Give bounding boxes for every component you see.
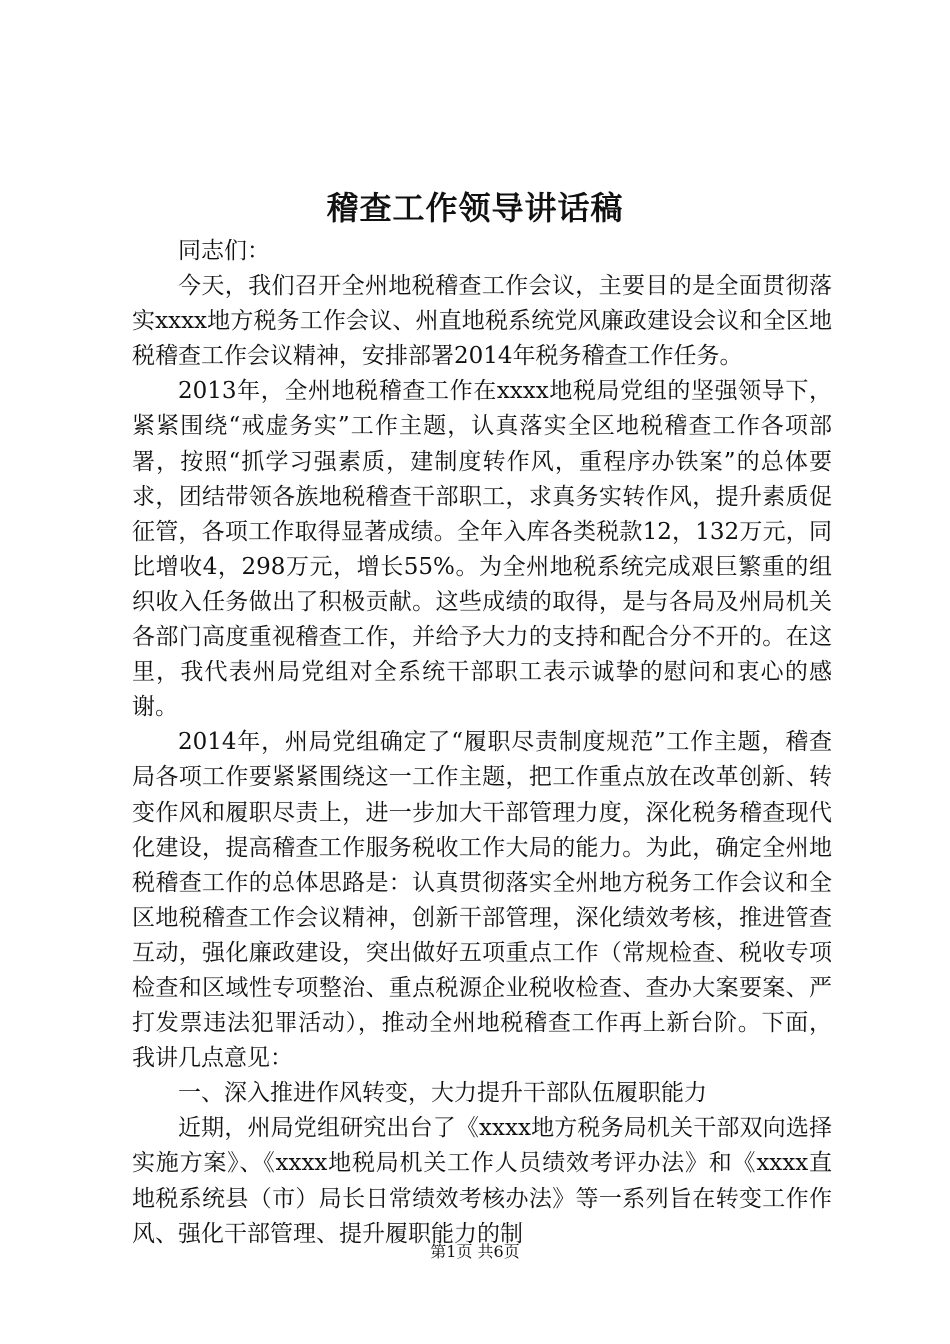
salutation-paragraph: 同志们： [178,238,270,264]
page-number-footer: 第1页 共6页 [430,1242,520,1261]
document-body [132,234,832,1252]
section-heading: 一、深入推进作风转变，大力提升干部队伍履职能力 [178,1080,707,1107]
document-title: 稽查工作领导讲话稿 [326,189,624,227]
body-paragraph: 2013年，全州地税稽查工作在xxxx地税局党组的坚强领导下，紧紧围绕“戒虚务实”工作主题，认真落实全区地税稽查工作各项部署，按照“抓学习强素质，建制度转作风，重程序办铁案”的总体要求，团结带领各族地税稽查干部职工，求真务实转作风，提升素质促征管，各项工作取得显著成绩。全年入库各类税款12，132万元，同比增收4，298万元，增长55%。为全州地税系统完成艰巨繁重的组织收入任务做出了积极贡献。这些成绩的取得，是与各局及州局机关各部门高度重视稽查工作，并给予大力的支持和配合分不开的。在这里，我代表州局党组对全系统干部职工表示诚挚的慰问和衷心的感谢。 [132,378,832,721]
body-paragraph: 今天，我们召开全州地税稽查工作会议，主要目的是全面贯彻落实xxxx地方税务工作会议、州直地税系统党风廉政建设会议和全区地税稽查工作会议精神，安排部署2014年税务稽查工作任务。 [132,273,832,370]
body-paragraph: 2014年，州局党组确定了“履职尽责制度规范”工作主题，稽查局各项工作要紧紧围绕这一工作主题，把工作重点放在改革创新、转变作风和履职尽责上，进一步加大干部管理力度，深化税务稽查现代化建设，提高稽查工作服务税收工作大局的能力。为此，确定全州地税稽查工作的总体思路是：认真贯彻落实全州地方税务工作会议和全区地税稽查工作会议精神，创新干部管理，深化绩效考核，推进管查互动，强化廉政建设，突出做好五项重点工作（常规检查、税收专项检查和区域性专项整治、重点税源企业税收检查、查办大案要案、严打发票违法犯罪活动），推动全州地税稽查工作再上新台阶。下面，我讲几点意见： [132,729,832,1072]
body-paragraph: 近期，州局党组研究出台了《xxxx地方税务局机关干部双向选择实施方案》、《xxxx地税局机关工作人员绩效考评办法》和《xxxx直地税系统县（市）局长日常绩效考核办法》等一系列旨在转变工作作风、强化干部管理、提升履职能力的制 [132,1115,832,1247]
